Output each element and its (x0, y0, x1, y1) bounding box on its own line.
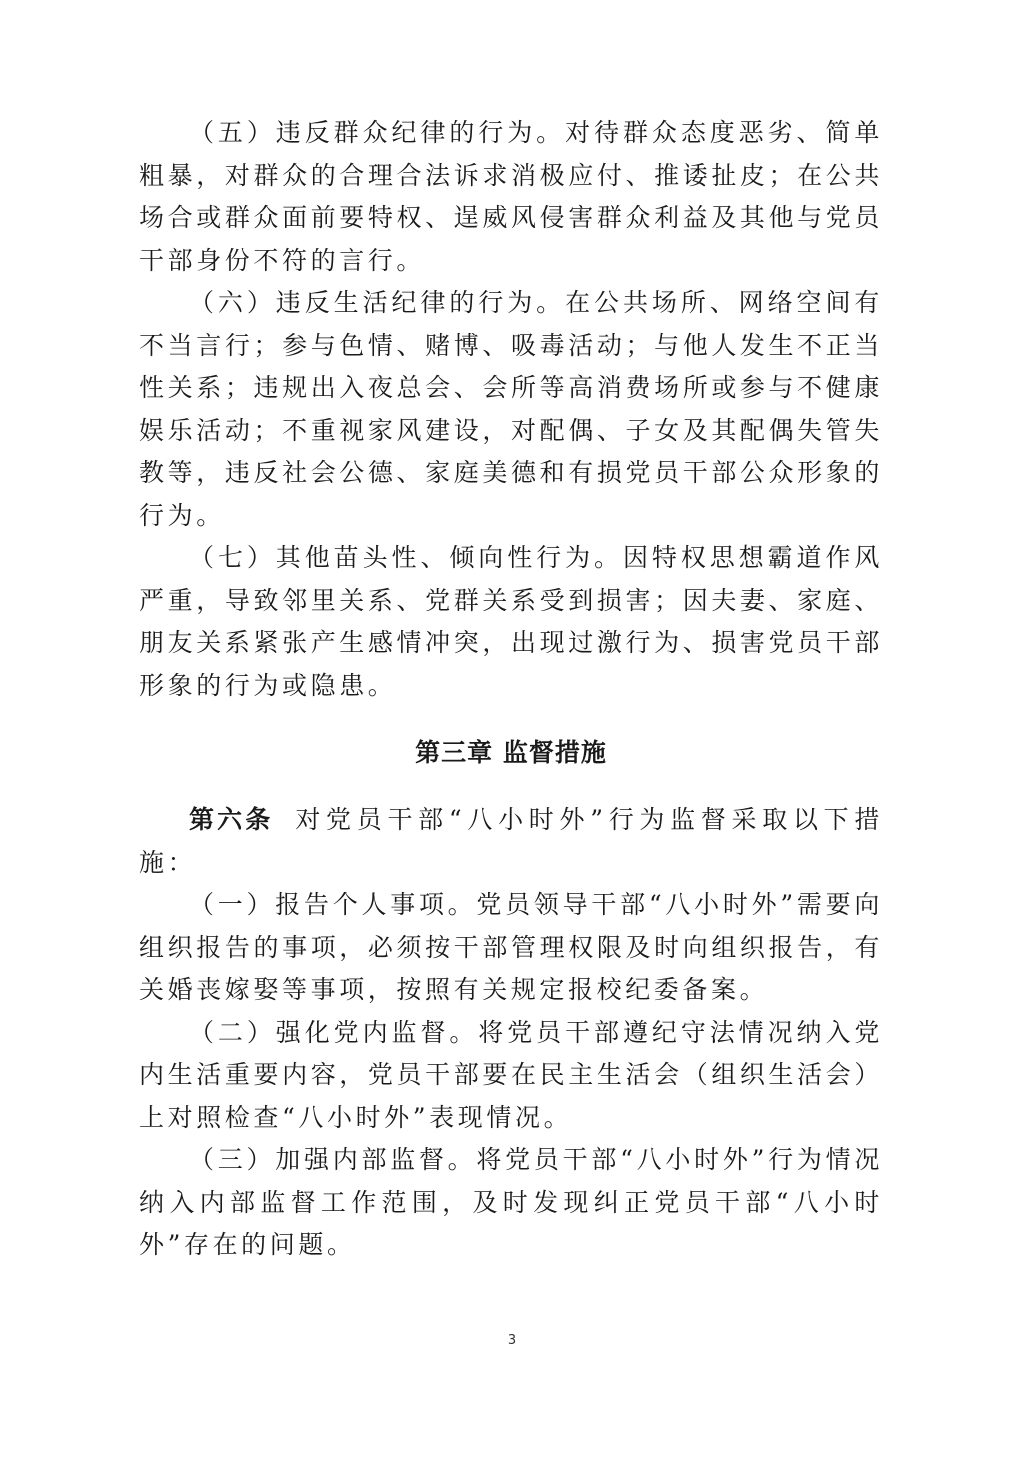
article-six (139, 799, 883, 884)
article-text: 对党员干部“八小时外”行为监督采取以下措施： (139, 805, 883, 877)
measure-item-3: （三）加强内部监督。将党员干部“八小时外”行为情况纳入内部监督工作范围，及时发现纠正党员干部“八小时外”存在的问题。 (139, 1145, 883, 1259)
article-label: 第六条 (189, 805, 274, 834)
document-page (139, 112, 883, 1267)
paragraph-item-6: （六）违反生活纪律的行为。在公共场所、网络空间有不当言行；参与色情、赌博、吸毒活动；与他人发生不正当性关系；违规出入夜总会、会所等高消费场所或参与不健康娱乐活动；不重视家风建设，对配偶、子女及其配偶失管失教等，违反社会公德、家庭美德和有损党员干部公众形象的行为。 (139, 288, 883, 530)
measure-item-1: （一）报告个人事项。党员领导干部“八小时外”需要向组织报告的事项，必须按干部管理权限及时向组织报告，有关婚丧嫁娶等事项，按照有关规定报校纪委备案。 (139, 890, 883, 1004)
chapter-title: 第三章 监督措施 (415, 738, 607, 767)
paragraph-item-7: （七）其他苗头性、倾向性行为。因特权思想霸道作风严重，导致邻里关系、党群关系受到损害；因夫妻、家庭、朋友关系紧张产生感情冲突，出现过激行为、损害党员干部形象的行为或隐患。 (139, 543, 883, 700)
paragraph-item-5: （五）违反群众纪律的行为。对待群众态度恶劣、简单粗暴，对群众的合理合法诉求消极应付、推诿扯皮；在公共场合或群众面前要特权、逞威风侵害群众利益及其他与党员干部身份不符的言行。 (139, 118, 883, 275)
page-number: 3 (507, 1333, 517, 1348)
measure-item-2: （二）强化党内监督。将党员干部遵纪守法情况纳入党内生活重要内容，党员干部要在民主生活会（组织生活会）上对照检查“八小时外”表现情况。 (139, 1017, 883, 1132)
